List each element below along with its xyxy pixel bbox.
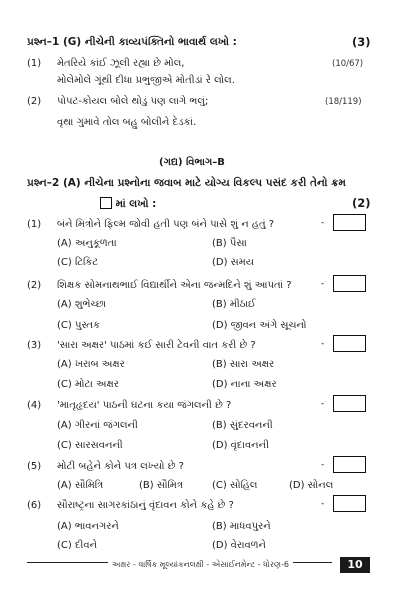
q2-item1-option-d: (D) સમય <box>212 257 255 268</box>
q2-item2-option-a: (A) શુભેચ્છા <box>57 299 107 310</box>
answer-checkbox <box>100 197 112 209</box>
answer-dash: - <box>321 279 325 289</box>
q2-item2-option-d: (D) જીવન અંગે સૂચનો <box>212 320 307 331</box>
q2-item3-number: (3) <box>27 340 42 351</box>
q1-item2-reference: (18/119) <box>325 97 362 107</box>
q2-heading-line2 <box>100 197 156 211</box>
q2-item4-option-d: (D) વૃંદાવનની <box>212 440 269 451</box>
q2-item5-option-b: (B) સૌમિત્ર <box>139 480 183 491</box>
q2-item5-option-c: (C) સોહિલ <box>212 480 258 491</box>
q2-heading-line1: પ્રશ્ન–2 (A) નીચેના પ્રશ્નોના જવાબ માટે યોગ્ય વિકલ્પ પસંદ કરી તેનો ક્રમ <box>27 177 346 189</box>
section-title: (ગદ્ય) વિભાગ–B <box>159 157 225 168</box>
page-number: 10 <box>340 557 370 573</box>
q1-item2-line2: વૃથા ગુમાવે તોલ બહુ બોલીને દેડકાં. <box>57 117 197 128</box>
answer-box-6[interactable] <box>333 495 366 512</box>
q1-heading: પ્રશ્ન–1 (G) નીચેની કાવ્યપંક્તિનો ભાવાર્થ લખો : <box>27 36 237 48</box>
q2-item2-option-c: (C) પુસ્તક <box>57 320 101 331</box>
q2-item5-number: (5) <box>27 461 42 472</box>
q2-item1-option-b: (B) પૈસા <box>212 238 247 249</box>
q2-item5-option-d: (D) સોનલ <box>289 480 334 491</box>
q2-item6-text: સૌરાષ્ટ્રના સાગરકાંઠાનું વૃંદાવન કોને કહે છે ? <box>57 500 234 511</box>
q2-item2-option-b: (B) મીઠાઈ <box>212 299 256 310</box>
q2-item1-text: બંને મિત્રોને ફિલ્મ જોવી હતી પણ બંને પાસે શું ન હતું ? <box>57 219 275 230</box>
answer-box-4[interactable] <box>333 395 366 412</box>
q2-heading-line2-text: માં લખો : <box>115 198 157 210</box>
answer-box-2[interactable] <box>333 275 366 292</box>
q1-item1-reference: (10/67) <box>332 59 364 69</box>
q1-marks: (3) <box>352 35 371 49</box>
q2-item6-option-a: (A) ભાવનગરને <box>57 521 119 532</box>
answer-box-5[interactable] <box>333 456 366 473</box>
q1-item1-line1: મેતરિયે કાંઈ ઝૂલી રહ્યા છે મોલ, <box>57 58 185 69</box>
q2-item1-option-a: (A) અનુકૂળતા <box>57 238 117 249</box>
q2-item3-text: 'સારા અક્ષર' પાઠમાં કઈ સારી ટેવની વાત કરી છે ? <box>57 340 256 351</box>
answer-dash: - <box>321 460 325 470</box>
q2-item3-option-b: (B) સારા અક્ષર <box>212 359 275 370</box>
answer-dash: - <box>321 499 325 509</box>
q2-item2-text: શિક્ષક સોમનાથભાઈ વિદ્યાર્થીને એના જન્મદિને શું આપતાં ? <box>57 280 292 291</box>
q2-item2-number: (2) <box>27 280 42 291</box>
q2-item3-option-c: (C) મોટા અક્ષર <box>57 379 119 390</box>
q2-item6-option-b: (B) માધવપુરને <box>212 521 271 532</box>
q2-item6-option-c: (C) દીવને <box>57 540 98 551</box>
q2-item4-option-a: (A) ગીરનાં જંગલની <box>57 420 138 431</box>
q2-item1-number: (1) <box>27 219 42 230</box>
q2-item5-option-a: (A) સૌમિત્રિ <box>57 480 104 491</box>
q1-item1-line2: મોલેમોલે ગૂંથી દીધા પ્રભુજીએ મોતીડાં રે લોલ. <box>57 75 235 86</box>
answer-box-3[interactable] <box>333 335 366 352</box>
q2-item4-text: 'માતૃહૃદય' પાઠની ઘટના કયા જંગલની છે ? <box>57 400 232 411</box>
answer-box-1[interactable] <box>333 214 366 231</box>
q1-item2-number: (2) <box>27 96 42 107</box>
q2-item4-option-b: (B) સુંદરવનની <box>212 420 273 431</box>
answer-dash: - <box>321 218 325 228</box>
q2-item4-option-c: (C) સારસવનની <box>57 440 123 451</box>
q2-item3-option-d: (D) નાના અક્ષર <box>212 379 277 390</box>
footer-text: અક્ષર - વાર્ષિક મૂલ્યાંકનલક્ષી - એસાઈનમેન્ટ - ધોરણ-6 <box>108 560 293 570</box>
q2-item3-option-a: (A) ખરાબ અક્ષર <box>57 359 125 370</box>
q2-item6-option-d: (D) વેરાવળને <box>212 540 267 551</box>
q2-marks: (2) <box>352 196 371 210</box>
q2-item6-number: (6) <box>27 500 42 511</box>
answer-dash: - <box>321 399 325 409</box>
q2-item4-number: (4) <box>27 400 42 411</box>
q1-item1-number: (1) <box>27 58 42 69</box>
q2-item1-option-c: (C) ટિકિટ <box>57 257 99 268</box>
answer-dash: - <box>321 339 325 349</box>
q2-item5-text: મોટી બહેને કોને પત્ર લખ્યો છે ? <box>57 461 184 472</box>
q1-item2-line1: પોપટ-કોયલ બોલે થોડું પણ લાગે ભલું; <box>57 96 209 107</box>
